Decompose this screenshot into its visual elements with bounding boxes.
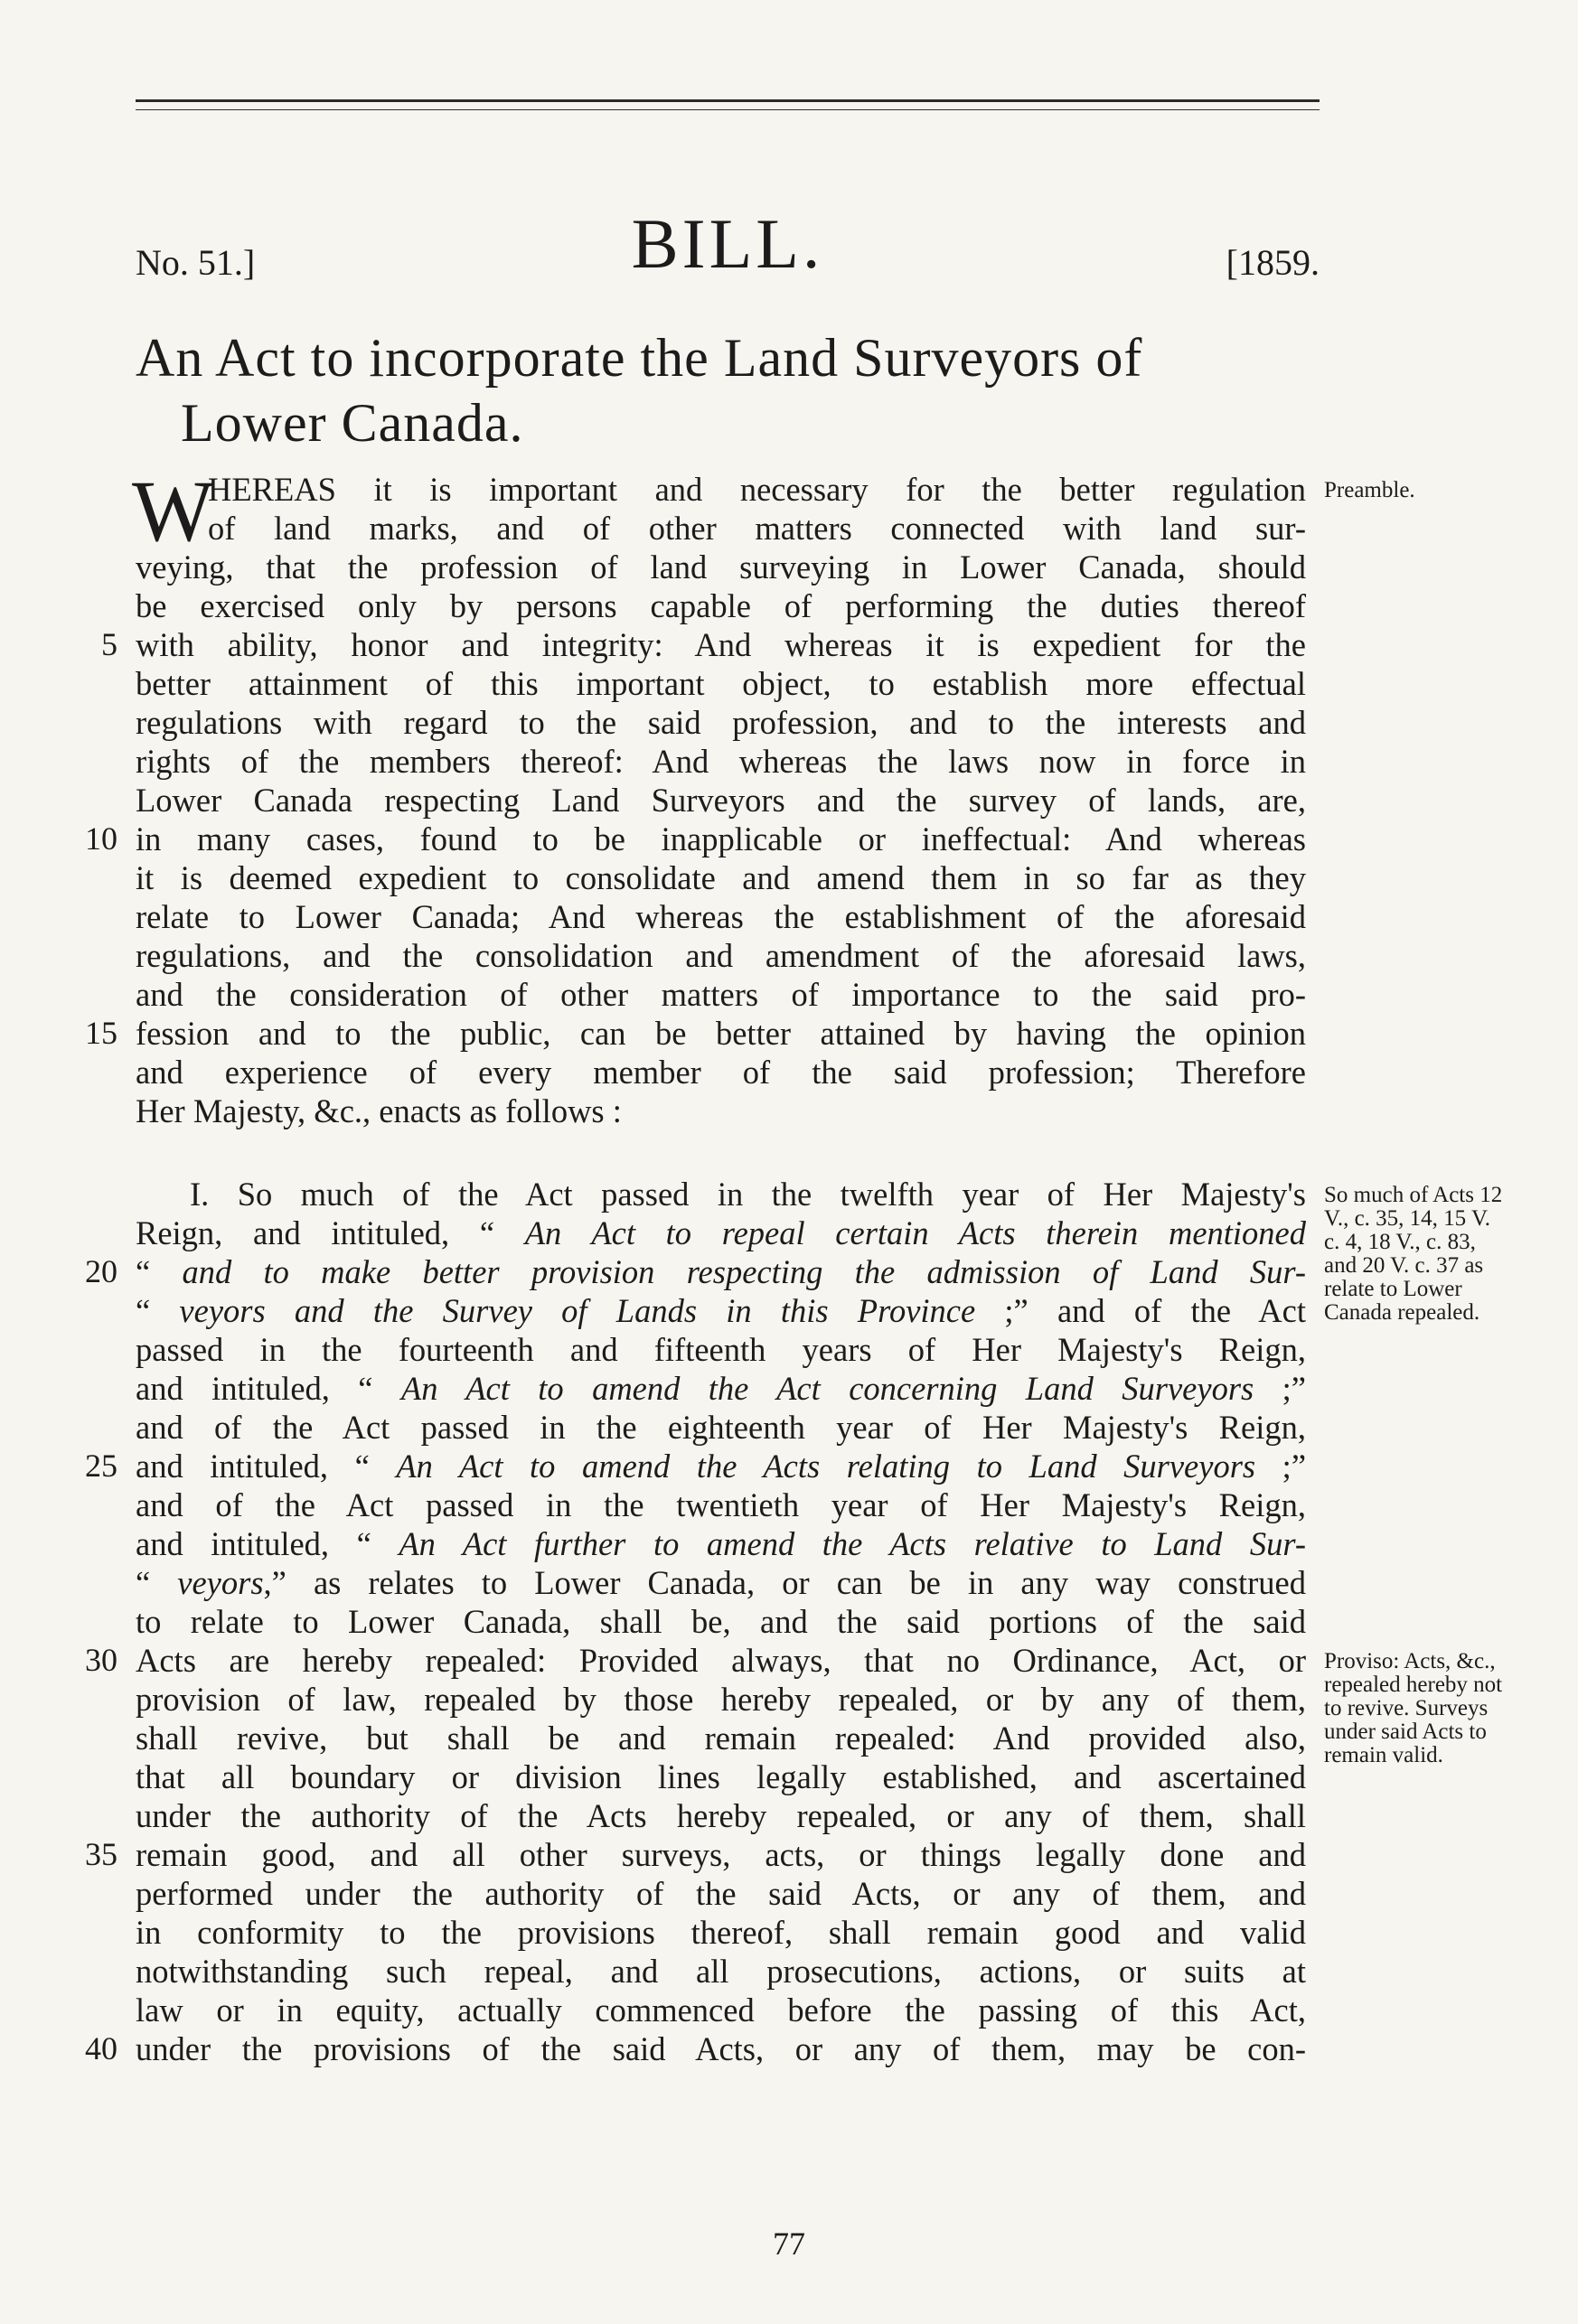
text-line: passed in the fourteenth and fifteenth years of Her Majesty's Reign, xyxy=(136,1331,1306,1368)
top-rule-thin xyxy=(136,109,1320,110)
margin-note-repeal: So much of Acts 12 V., c. 35, 14, 15 V. c. 4, 18 V., c. 83, and 20 V. c. 37 as relate to Lower Canada repealed. xyxy=(1324,1183,1503,1325)
text-line: and intituled, “ An Act to amend the Acts relating to Land Surveyors ;” xyxy=(136,1448,1306,1485)
text-line: performed under the authority of the said Acts, or any of them, and xyxy=(136,1875,1306,1912)
text-line: that all boundary or division lines legally established, and ascertained xyxy=(136,1758,1306,1795)
text-line: fession and to the public, can be better attained by having the opinion xyxy=(136,1015,1306,1052)
text-line: relate to Lower Canada; And whereas the establishment of the aforesaid xyxy=(136,898,1306,935)
bill-number: No. 51.] xyxy=(136,242,256,283)
text-line: Acts are hereby repealed: Provided always, that no Ordinance, Act, or xyxy=(136,1642,1306,1679)
text-line: better attainment of this important object, to establish more effectual xyxy=(136,665,1306,702)
text-line: regulations with regard to the said profession, and to the interests and xyxy=(136,704,1306,741)
top-rule-thick xyxy=(136,99,1320,102)
text-line: it is deemed expedient to consolidate and amend them in so far as they xyxy=(136,859,1306,896)
text-line: remain good, and all other surveys, acts, or things legally done and xyxy=(136,1836,1306,1873)
text-line: of land marks, and of other matters connected with land sur- xyxy=(208,510,1306,547)
text-line: under the provisions of the said Acts, or any of them, may be con- xyxy=(136,2030,1306,2067)
bill-title: BILL. xyxy=(631,204,824,283)
bill-header xyxy=(136,203,1320,285)
text-line: shall revive, but shall be and remain repealed: And provided also, xyxy=(136,1720,1306,1757)
text-line: and of the Act passed in the twentieth year of Her Majesty's Reign, xyxy=(136,1486,1306,1523)
text-line: to relate to Lower Canada, shall be, and the said portions of the said xyxy=(136,1603,1306,1640)
text-line: in many cases, found to be inapplicable or ineffectual: And whereas xyxy=(136,820,1306,857)
text-line: HEREAS it is important and necessary for the better regulation xyxy=(208,471,1306,508)
act-title xyxy=(136,325,1310,455)
text-line: “ veyors and the Survey of Lands in this Province ;” and of the Act xyxy=(136,1292,1306,1329)
text-line: under the authority of the Acts hereby repealed, or any of them, shall xyxy=(136,1797,1306,1834)
text-line: provision of law, repealed by those hereby repealed, or by any of them, xyxy=(136,1681,1306,1718)
text-line: rights of the members thereof: And whereas the laws now in force in xyxy=(136,743,1306,780)
text-line: Reign, and intituled, “ An Act to repeal certain Acts therein mentioned xyxy=(136,1214,1306,1251)
text-line: “ veyors,” as relates to Lower Canada, or can be in any way construed xyxy=(136,1564,1306,1601)
text-line: and of the Act passed in the eighteenth year of Her Majesty's Reign, xyxy=(136,1409,1306,1446)
text-line: with ability, honor and integrity: And whereas it is expedient for the xyxy=(136,626,1306,663)
text-line: be exercised only by persons capable of performing the duties thereof xyxy=(136,587,1306,624)
line-number: 35 xyxy=(85,1836,117,1872)
page-number: 77 xyxy=(773,2226,805,2262)
text-line: and intituled, “ An Act further to amend the Acts relative to Land Sur- xyxy=(136,1525,1306,1562)
preamble-text xyxy=(132,463,1306,1130)
text-line: veying, that the profession of land surveying in Lower Canada, should xyxy=(136,548,1306,586)
text-line: I. So much of the Act passed in the twelfth year of Her Majesty's xyxy=(190,1176,1306,1213)
line-number: 10 xyxy=(85,820,117,857)
text-line: and intituled, “ An Act to amend the Act concerning Land Surveyors ;” xyxy=(136,1370,1306,1407)
text-line: and experience of every member of the said profession; Therefore xyxy=(136,1054,1306,1091)
preamble-dropcap: W xyxy=(132,463,214,559)
text-line: notwithstanding such repeal, and all prosecutions, actions, or suits at xyxy=(136,1953,1306,1990)
text-line: law or in equity, actually commenced before the passing of this Act, xyxy=(136,1991,1306,2029)
text-line: regulations, and the consolidation and amendment of the aforesaid laws, xyxy=(136,937,1306,974)
line-number: 5 xyxy=(101,626,117,662)
section-1-text xyxy=(136,1175,1306,2068)
text-line: Lower Canada respecting Land Surveyors and the survey of lands, are, xyxy=(136,782,1306,819)
line-number: 15 xyxy=(85,1015,117,1051)
line-number: 25 xyxy=(85,1448,117,1484)
bill-year: [1859. xyxy=(1226,242,1320,283)
act-title-line-2: Lower Canada. xyxy=(181,393,524,453)
line-number: 20 xyxy=(85,1253,117,1289)
act-title-line-1: An Act to incorporate the Land Surveyors of xyxy=(136,328,1143,388)
text-line: in conformity to the provisions thereof, shall remain good and valid xyxy=(136,1914,1306,1951)
text-line: “ and to make better provision respecting the admission of Land Sur- xyxy=(136,1253,1306,1290)
text-line: and the consideration of other matters of importance to the said pro- xyxy=(136,976,1306,1013)
line-number: 30 xyxy=(85,1642,117,1678)
text-line: Her Majesty, &c., enacts as follows : xyxy=(136,1092,622,1129)
margin-note-preamble: Preamble. xyxy=(1324,478,1415,502)
line-number: 40 xyxy=(85,2030,117,2066)
margin-note-proviso: Proviso: Acts, &c., repealed hereby not to revive. Surveys under said Acts to remain valid. xyxy=(1324,1649,1503,1767)
